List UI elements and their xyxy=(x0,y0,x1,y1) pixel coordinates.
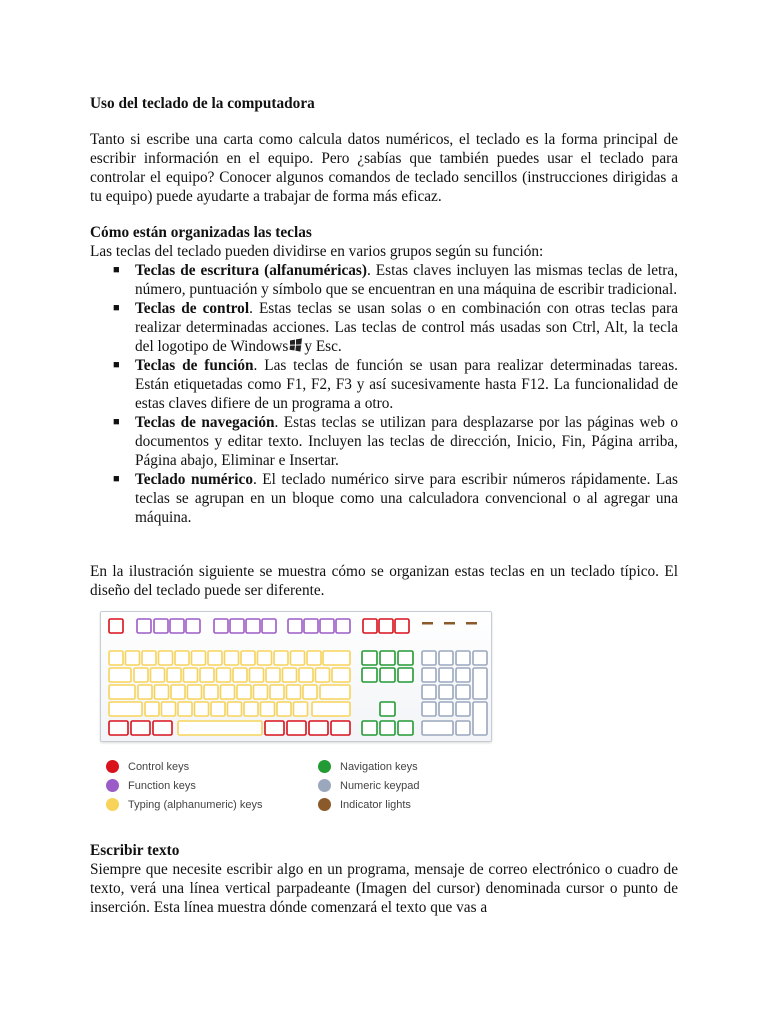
control-key xyxy=(131,721,150,735)
function-key xyxy=(186,619,200,633)
legend-dot-control xyxy=(106,760,119,773)
numpad-key xyxy=(439,668,453,682)
function-key xyxy=(137,619,151,633)
indicator-light xyxy=(422,622,433,625)
typing-paragraph: Siempre que necesite escribir algo en un programa, mensaje de correo electrónico o cuadro de texto, verá una línea vertical parpadeante (Imagen del cursor) denominada cursor o punto de inserción. Esta línea muestra dónde comenzará el texto que vas a xyxy=(90,861,678,916)
typing-key xyxy=(151,668,165,682)
numpad-key xyxy=(456,651,470,665)
typing-key xyxy=(138,685,152,699)
control-key xyxy=(265,721,284,735)
typing-key xyxy=(208,651,222,665)
typing-key xyxy=(244,702,258,716)
numpad-key xyxy=(456,721,470,735)
legend-dot-typing xyxy=(106,798,119,811)
enter-key xyxy=(320,685,350,699)
numpad-key xyxy=(439,651,453,665)
typing-key xyxy=(175,651,189,665)
function-key xyxy=(246,619,260,633)
typing-key xyxy=(287,685,301,699)
typing-key xyxy=(200,668,214,682)
legend-dot-indicator xyxy=(318,798,331,811)
typing-key xyxy=(261,702,275,716)
function-key xyxy=(288,619,302,633)
typing-key xyxy=(283,668,297,682)
section-lead: Las teclas del teclado pueden dividirse en varios grupos según su función: xyxy=(90,243,544,260)
keyboard-legend xyxy=(106,756,436,816)
list-item-text: . Las teclas de función se usan para realizar determinadas tareas. Están etiquetadas como F1, F2, F3 y así sucesivamente hasta F12. La funcionalidad de estas claves difiere de un programa a otro. xyxy=(135,357,678,412)
list-item-term: Teclas de función xyxy=(135,357,254,374)
illustration-intro: En la ilustración siguiente se muestra cómo se organizan estas teclas en un teclado típico. El diseño del teclado puede ser diferente. xyxy=(90,563,678,599)
function-key xyxy=(304,619,318,633)
windows-logo-icon xyxy=(289,338,303,352)
control-key xyxy=(309,721,328,735)
arrow-up-key xyxy=(380,702,395,716)
spacebar-key xyxy=(178,721,262,735)
section-heading-organization: Cómo están organizadas las teclas xyxy=(90,224,312,241)
navigation-key xyxy=(398,668,413,682)
typing-key xyxy=(225,651,239,665)
typing-key xyxy=(195,702,209,716)
legend-label: Function keys xyxy=(128,780,196,792)
typing-key xyxy=(266,668,280,682)
list-item-term: Teclado numérico xyxy=(135,471,253,488)
numpad-enter-key xyxy=(473,702,487,735)
function-key xyxy=(320,619,334,633)
navigation-key xyxy=(398,651,413,665)
typing-key xyxy=(277,702,291,716)
typing-key xyxy=(307,651,321,665)
function-key xyxy=(214,619,228,633)
typing-key xyxy=(270,685,284,699)
function-key xyxy=(230,619,244,633)
list-item-numeric xyxy=(90,470,678,527)
typing-key xyxy=(184,668,198,682)
legend-dot-numeric xyxy=(318,779,331,792)
navigation-key xyxy=(362,651,377,665)
typing-key xyxy=(250,668,264,682)
typing-key xyxy=(274,651,288,665)
typing-key xyxy=(134,668,148,682)
typing-key xyxy=(221,685,235,699)
typing-key xyxy=(303,685,317,699)
document-title: Uso del teclado de la computadora xyxy=(90,95,315,112)
caps-lock-key xyxy=(109,685,135,699)
typing-key xyxy=(332,668,350,682)
control-key xyxy=(395,619,409,633)
list-item-text-after: y Esc. xyxy=(304,338,342,355)
keyboard-keys xyxy=(100,611,492,742)
control-key xyxy=(109,721,128,735)
indicator-light xyxy=(444,622,455,625)
list-item-term: Teclas de control xyxy=(135,300,250,317)
typing-key xyxy=(291,651,305,665)
tab-key xyxy=(109,668,131,682)
bullet-icon: ■ xyxy=(113,473,120,485)
list-item-typing xyxy=(90,261,678,299)
shift-key xyxy=(109,702,142,716)
key-groups-list xyxy=(90,261,678,527)
legend-label: Numeric keypad xyxy=(340,780,420,792)
numpad-key xyxy=(456,685,470,699)
typing-key xyxy=(254,685,268,699)
typing-key xyxy=(299,668,313,682)
typing-key xyxy=(178,702,192,716)
list-item-navigation xyxy=(90,413,678,470)
typing-key xyxy=(211,702,225,716)
numpad-key xyxy=(422,702,436,716)
numpad-plus-key xyxy=(473,668,487,699)
numpad-key xyxy=(422,668,436,682)
arrow-key xyxy=(362,721,377,735)
numpad-zero-key xyxy=(422,721,453,735)
list-item-control xyxy=(90,299,678,356)
control-key xyxy=(363,619,377,633)
function-key xyxy=(336,619,350,633)
typing-key xyxy=(188,685,202,699)
legend-label: Navigation keys xyxy=(340,761,418,773)
shift-key xyxy=(312,702,350,716)
typing-key xyxy=(233,668,247,682)
typing-key xyxy=(145,702,159,716)
esc-key xyxy=(109,619,123,633)
typing-key xyxy=(126,651,140,665)
bullet-icon: ■ xyxy=(113,302,120,314)
function-key xyxy=(170,619,184,633)
typing-key xyxy=(258,651,272,665)
typing-key xyxy=(294,702,308,716)
bullet-icon: ■ xyxy=(113,416,120,428)
bullet-icon: ■ xyxy=(113,359,120,371)
typing-key xyxy=(237,685,251,699)
arrow-key xyxy=(398,721,413,735)
typing-key xyxy=(228,702,242,716)
typing-key xyxy=(204,685,218,699)
numpad-key xyxy=(456,702,470,716)
legend-dot-function xyxy=(106,779,119,792)
arrow-key xyxy=(380,721,395,735)
list-item-text: . El teclado numérico sirve para escribir números rápidamente. Las teclas se agrupan en un bloque como una calculadora convencional o al agregar una máquina. xyxy=(135,471,678,526)
typing-key xyxy=(241,651,255,665)
intro-paragraph: Tanto si escribe una carta como calcula datos numéricos, el teclado es la forma principal de escribir información en el equipo. Pero ¿sabías que también puedes usar el teclado para controlar el equipo? Conocer algunos comandos de teclado sencillos (instrucciones dirigidas a tu equipo) puede ayudarte a trabajar de forma más eficaz. xyxy=(90,131,678,205)
typing-key xyxy=(109,651,123,665)
list-item-text: . Estas claves incluyen las mismas teclas de letra, número, puntuación y símbolo que se encuentran en una máquina de escribir tradicional. xyxy=(135,262,679,298)
list-item-function xyxy=(90,356,678,413)
legend-label: Control keys xyxy=(128,761,190,773)
control-key xyxy=(153,721,172,735)
typing-key xyxy=(171,685,185,699)
typing-key xyxy=(159,651,173,665)
control-key xyxy=(331,721,350,735)
navigation-key xyxy=(380,668,395,682)
legend-label: Typing (alphanumeric) keys xyxy=(128,799,263,811)
typing-key xyxy=(217,668,231,682)
typing-key xyxy=(142,651,156,665)
list-item-text: . Estas teclas se utilizan para desplazarse por las páginas web o documentos y editar texto. Incluyen las teclas de dirección, Inicio, Fin, Página arriba, Página abajo, Eliminar e Insertar. xyxy=(135,414,678,469)
numpad-key xyxy=(439,685,453,699)
keyboard-illustration xyxy=(100,611,492,742)
legend-dot-navigation xyxy=(318,760,331,773)
indicator-light xyxy=(466,622,477,625)
numpad-key xyxy=(422,651,436,665)
navigation-key xyxy=(362,668,377,682)
control-key xyxy=(287,721,306,735)
list-item-term: Teclas de navegación xyxy=(135,414,275,431)
backspace-key xyxy=(323,651,350,665)
function-key xyxy=(262,619,276,633)
numpad-key xyxy=(439,702,453,716)
typing-key xyxy=(192,651,206,665)
typing-key xyxy=(316,668,330,682)
numpad-key xyxy=(422,685,436,699)
typing-key xyxy=(167,668,181,682)
function-key xyxy=(154,619,168,633)
legend-label: Indicator lights xyxy=(340,799,411,811)
section-heading-typing: Escribir texto xyxy=(90,842,180,859)
control-key xyxy=(379,619,393,633)
typing-key xyxy=(155,685,169,699)
list-item-text: . Estas teclas se usan solas o en combinación con otras teclas para realizar determinadas acciones. Las teclas de control más usadas son Ctrl, Alt, la tecla del logotipo de Windows xyxy=(135,300,679,355)
numpad-key xyxy=(456,668,470,682)
bullet-icon: ■ xyxy=(113,264,120,276)
list-item-term: Teclas de escritura (alfanuméricas) xyxy=(135,262,367,279)
typing-key xyxy=(162,702,176,716)
navigation-key xyxy=(380,651,395,665)
numpad-key xyxy=(473,651,487,665)
